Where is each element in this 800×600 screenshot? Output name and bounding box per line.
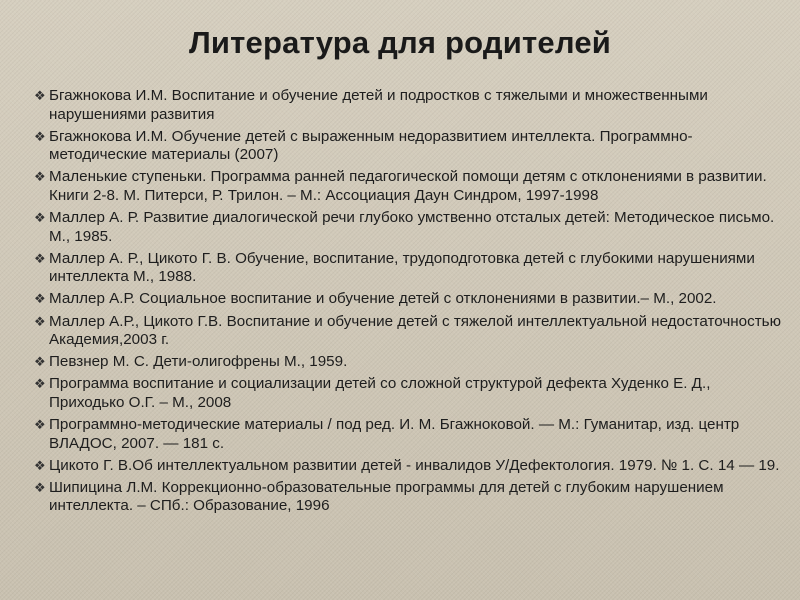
diamond-bullet-icon: ❖ — [34, 479, 46, 495]
list-item — [34, 128, 782, 165]
diamond-bullet-icon: ❖ — [34, 88, 46, 103]
list-item-text: Программа воспитание и социализации детей со сложной структурой дефекта Худенко Е. Д., Приходько О.Г. – М., 2008 — [49, 375, 711, 411]
list-item — [34, 457, 782, 476]
list-item — [34, 313, 782, 350]
diamond-bullet-icon: ❖ — [34, 313, 46, 329]
list-item-text: Певзнер М. С. Дети-олигофрены М., 1959. — [49, 353, 348, 371]
list-item-text: Программно-методические материалы / под ред. И. М. Бгажноковой. — М.: Гуманитар, изд. центр ВЛАДОС, 2007. — 181 с. — [49, 416, 740, 452]
list-item — [34, 168, 782, 205]
list-item-text: Шипицина Л.М. Коррекционно-образовательные программы для детей с глубоким нарушением интеллекта. – СПб.: Образование, 1996 — [49, 478, 724, 515]
diamond-bullet-icon: ❖ — [34, 457, 46, 473]
diamond-bullet-icon: ❖ — [34, 169, 46, 185]
list-item — [34, 290, 782, 309]
diamond-bullet-icon: ❖ — [34, 417, 46, 432]
list-item-text: Бгажнокова И.М. Обучение детей с выраженным недоразвитием интеллекта. Программно-методические материалы (2007) — [49, 127, 693, 164]
list-item-text: Цикото Г. В.Об интеллектуальном развитии детей - инвалидов У/Дефектология. 1979. № 1. С. 14 — 19. — [49, 456, 780, 474]
list-item-text: Маллер А.Р., Цикото Г.В. Воспитание и обучение детей с тяжелой интеллектуальной недостаточностью Академия,2003 г. — [49, 312, 781, 349]
list-item — [34, 353, 782, 372]
diamond-bullet-icon: ❖ — [34, 128, 46, 144]
list-item-text: Маллер А. Р. Развитие диалогической речи глубоко умственно отсталых детей: Методическое письмо. М., 1985. — [49, 209, 775, 245]
list-item — [34, 250, 782, 287]
list-item-text: Маллер А.Р. Социальное воспитание и обучение детей с отклонениями в развитии.– М., 2002. — [49, 290, 717, 308]
diamond-bullet-icon: ❖ — [34, 376, 46, 392]
list-item — [34, 209, 782, 246]
list-item — [34, 416, 782, 453]
list-item — [34, 479, 782, 516]
list-item-text: Маллер А. Р., Цикото Г. В. Обучение, воспитание, трудоподготовка детей с глубокими нарушениями интеллекта М., 1988. — [49, 249, 755, 286]
diamond-bullet-icon: ❖ — [34, 354, 46, 370]
slide-title: Литература для родителей — [188, 25, 612, 60]
diamond-bullet-icon: ❖ — [34, 210, 46, 226]
list-item-text: Маленькие ступеньки. Программа ранней педагогической помощи детям с отклонениями в развитии. Книги 2-8. М. Питерси, Р. Трилон. – М.: Ассоциация Даун Синдром, 1997-1998 — [49, 168, 767, 204]
list-item — [34, 87, 782, 124]
list-item — [34, 375, 782, 412]
list-item-text: Бгажнокова И.М. Воспитание и обучение детей и подростков с тяжелыми и множественными нарушениями развития — [49, 87, 708, 123]
diamond-bullet-icon: ❖ — [34, 250, 46, 266]
diamond-bullet-icon: ❖ — [34, 291, 46, 307]
reference-list — [34, 87, 782, 519]
